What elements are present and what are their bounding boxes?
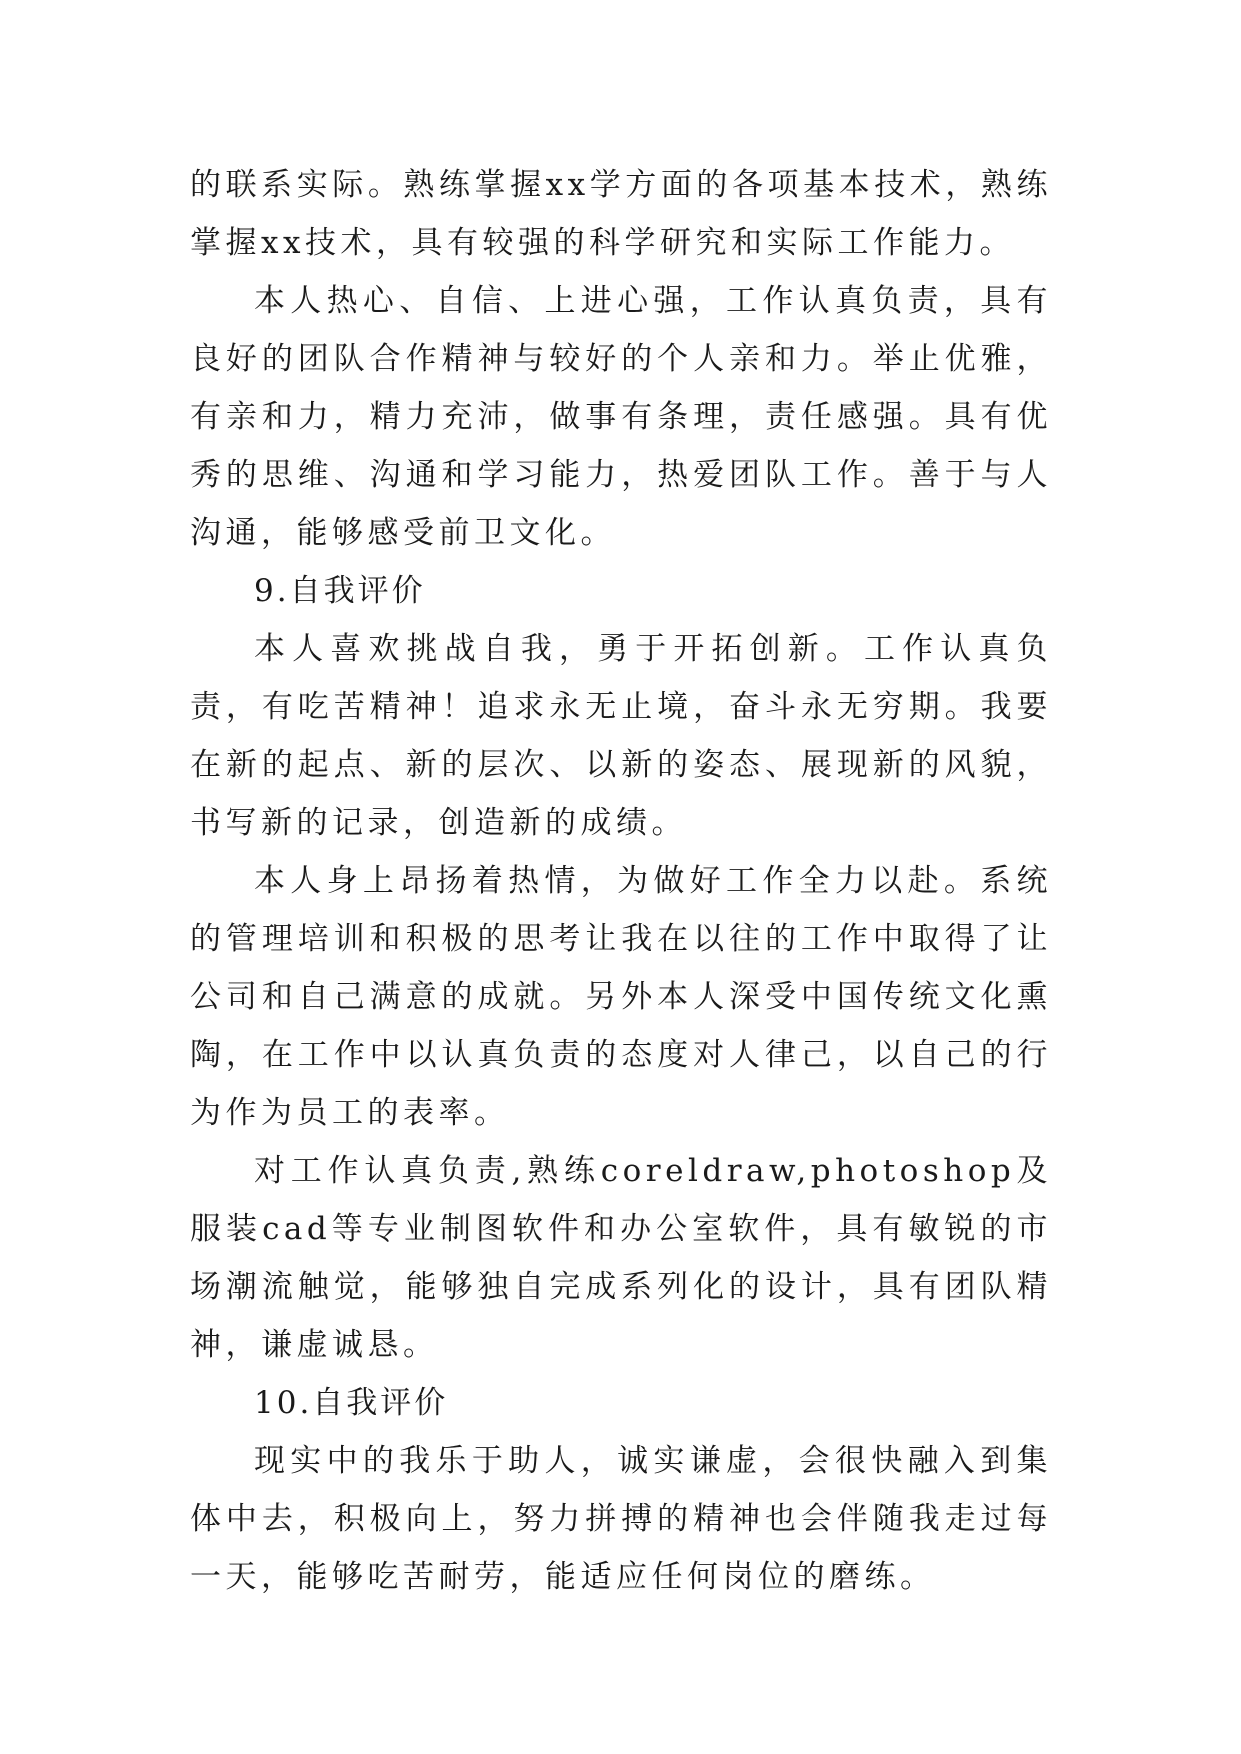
paragraph-personal-qualities: 本人热心、自信、上进心强，工作认真负责，具有良好的团队合作精神与较好的个人亲和力。举止优雅，有亲和力，精力充沛，做事有条理，责任感强。具有优秀的思维、沟通和学习能力，热爱团队工作。善于与人沟通，能够感受前卫文化。: [190, 283, 1052, 551]
paragraph-self-challenge: 本人喜欢挑战自我，勇于开拓创新。工作认真负责，有吃苦精神！追求永无止境，奋斗永无穷期。我要在新的起点、新的层次、以新的姿态、展现新的风貌，书写新的记录，创造新的成绩。: [190, 631, 1052, 841]
section-heading-10: 10.自我评价: [254, 1385, 449, 1421]
paragraph-enthusiasm: 本人身上昂扬着热情，为做好工作全力以赴。系统的管理培训和积极的思考让我在以往的工作中取得了让公司和自己满意的成就。另外本人深受中国传统文化熏陶，在工作中以认真负责的态度对人律己，以自己的行为作为员工的表率。: [190, 863, 1052, 1131]
document-body: [190, 156, 1052, 1606]
paragraph-continuation: 的联系实际。熟练掌握xx学方面的各项基本技术，熟练掌握xx技术，具有较强的科学研究和实际工作能力。: [190, 167, 1052, 261]
paragraph-software-skills: 对工作认真负责,熟练coreldraw,photoshop及服装cad等专业制图软件和办公室软件，具有敏锐的市场潮流触觉，能够独自完成系列化的设计，具有团队精神，谦虚诚恳。: [190, 1153, 1052, 1363]
section-heading-9: 9.自我评价: [254, 573, 426, 609]
paragraph-helpful-attitude: 现实中的我乐于助人，诚实谦虚，会很快融入到集体中去，积极向上，努力拼搏的精神也会伴随我走过每一天，能够吃苦耐劳，能适应任何岗位的磨练。: [190, 1443, 1052, 1595]
